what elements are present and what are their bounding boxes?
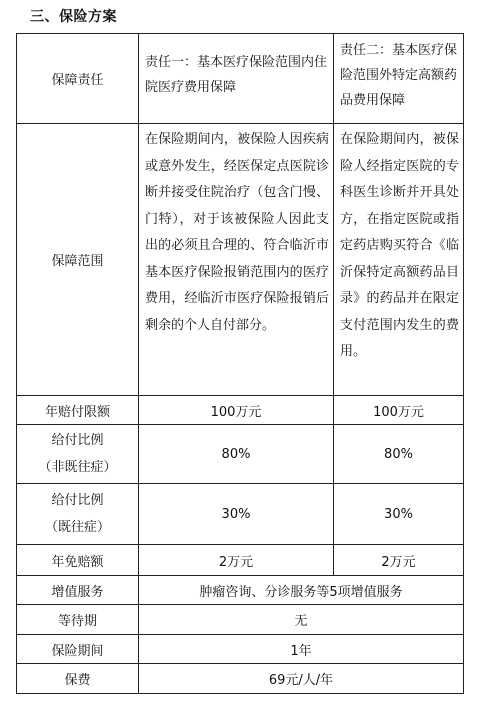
duty-col1: 责任一：基本医疗保险范围内住院医疗费用保障 [139, 34, 334, 124]
table-row-service [17, 576, 464, 605]
waiting-value: 无 [139, 605, 464, 635]
deductible-col2: 2万元 [334, 545, 464, 576]
premium-label: 保费 [17, 664, 139, 694]
table-row-scope [17, 124, 464, 396]
table-row-premium [17, 664, 464, 694]
period-value: 1年 [139, 635, 464, 664]
scope-col2: 在保险期间内，被保险人经指定医院的专科医生诊断并开具处方，在指定医院或指定药店购买符合《临沂保特定高额药品目录》的药品并在限定支付范围内发生的费用。 [334, 124, 464, 396]
ratio-pre-col1: 30% [139, 484, 334, 545]
ratio-pre-label [17, 484, 139, 545]
table-row-ratio-non [17, 425, 464, 484]
period-label: 保险期间 [17, 635, 139, 664]
waiting-label: 等待期 [17, 605, 139, 635]
service-value: 肿瘤咨询、分诊服务等5项增值服务 [139, 576, 464, 605]
deductible-label: 年免赔额 [17, 545, 139, 576]
ratio-non-label-line2: （非既往症） [38, 460, 117, 475]
premium-value: 69元/人/年 [139, 664, 464, 694]
limit-col2: 100万元 [334, 396, 464, 425]
duty-label: 保障责任 [17, 34, 139, 124]
table-row-deductible [17, 545, 464, 576]
table-row-waiting [17, 605, 464, 635]
insurance-plan-table [16, 33, 464, 694]
table-row-limit [17, 396, 464, 425]
table-row-duty [17, 34, 464, 124]
duty-col2: 责任二：基本医疗保险范围外特定高额药品费用保障 [334, 34, 464, 124]
ratio-pre-label-line2: （既往症） [44, 520, 110, 535]
table-row-period [17, 635, 464, 664]
limit-col1: 100万元 [139, 396, 334, 425]
table-row-ratio-pre [17, 484, 464, 545]
deductible-col1: 2万元 [139, 545, 334, 576]
ratio-pre-label-line1: 给付比例 [51, 493, 104, 508]
ratio-non-label-line1: 给付比例 [51, 433, 104, 448]
ratio-non-col1: 80% [139, 425, 334, 484]
scope-col1: 在保险期间内，被保险人因疾病或意外发生，经医保定点医院诊断并接受住院治疗（包含门慢、门特），对于该被保险人因此支出的必须且合理的、符合临沂市基本医疗保险报销范围内的医疗费用，经临沂市医疗保险报销后剩余的个人自付部分。 [139, 124, 334, 396]
limit-label: 年赔付限额 [17, 396, 139, 425]
ratio-pre-col2: 30% [334, 484, 464, 545]
section-title: 三、保险方案 [30, 9, 117, 25]
ratio-non-label [17, 425, 139, 484]
service-label: 增值服务 [17, 576, 139, 605]
ratio-non-col2: 80% [334, 425, 464, 484]
scope-label: 保障范围 [17, 124, 139, 396]
